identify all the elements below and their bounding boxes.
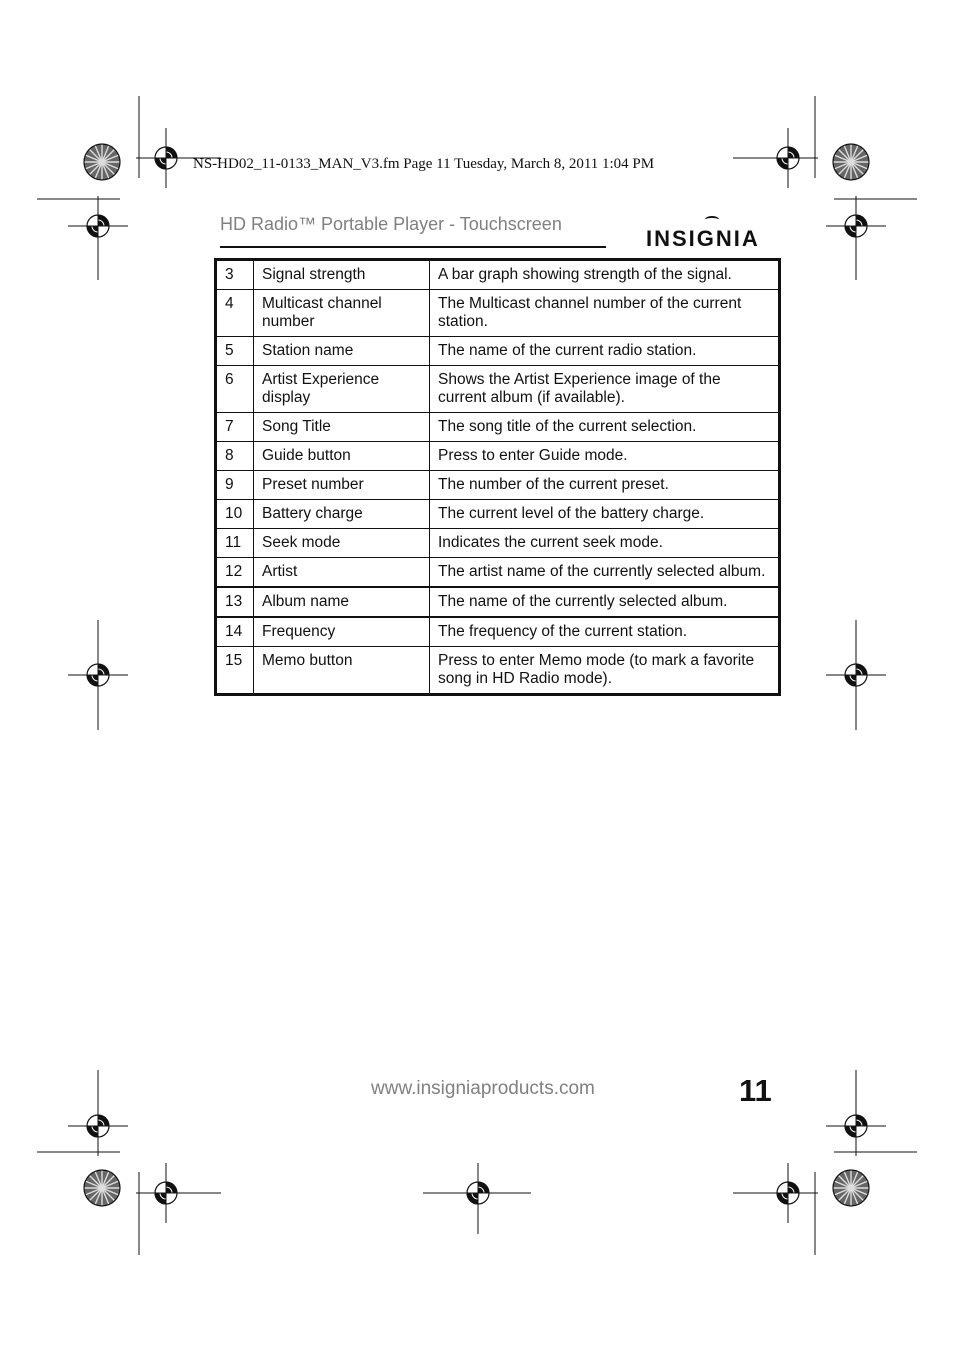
row-description: The number of the current preset. [430, 471, 780, 500]
row-number: 5 [216, 337, 254, 366]
row-description: Indicates the current seek mode. [430, 529, 780, 558]
page-number: 11 [739, 1073, 772, 1108]
row-description: Press to enter Guide mode. [430, 442, 780, 471]
row-item: Multicast channel number [254, 290, 430, 337]
row-number: 4 [216, 290, 254, 337]
row-item: Station name [254, 337, 430, 366]
row-number: 3 [216, 260, 254, 290]
running-header-title: HD Radio™ Portable Player - Touchscreen [220, 214, 562, 234]
row-description: The name of the currently selected album. [430, 587, 780, 617]
row-item: Song Title [254, 413, 430, 442]
row-description: Shows the Artist Experience image of the current album (if available). [430, 366, 780, 413]
insignia-logo: INSIGNIA [646, 226, 760, 251]
row-item: Artist [254, 558, 430, 588]
print-slug-line: NS-HD02_11-0133_MAN_V3.fm Page 11 Tuesday, March 8, 2011 1:04 PM [193, 156, 655, 172]
row-description: A bar graph showing strength of the signal. [430, 260, 780, 290]
row-item: Signal strength [254, 260, 430, 290]
row-item: Preset number [254, 471, 430, 500]
row-item: Battery charge [254, 500, 430, 529]
row-number: 13 [216, 587, 254, 617]
row-number: 14 [216, 617, 254, 647]
row-number: 8 [216, 442, 254, 471]
row-description: The frequency of the current station. [430, 617, 780, 647]
row-description: Press to enter Memo mode (to mark a favorite song in HD Radio mode). [430, 647, 780, 695]
row-description: The song title of the current selection. [430, 413, 780, 442]
row-number: 9 [216, 471, 254, 500]
row-description: The artist name of the currently selected album. [430, 558, 780, 588]
row-item: Album name [254, 587, 430, 617]
row-number: 11 [216, 529, 254, 558]
row-number: 12 [216, 558, 254, 588]
row-description: The name of the current radio station. [430, 337, 780, 366]
row-number: 7 [216, 413, 254, 442]
row-description: The Multicast channel number of the current station. [430, 290, 780, 337]
footer-website-url: www.insigniaproducts.com [371, 1078, 595, 1099]
row-item: Memo button [254, 647, 430, 695]
row-number: 15 [216, 647, 254, 695]
row-item: Guide button [254, 442, 430, 471]
row-description: The current level of the battery charge. [430, 500, 780, 529]
row-item: Frequency [254, 617, 430, 647]
row-number: 10 [216, 500, 254, 529]
row-item: Artist Experience display [254, 366, 430, 413]
row-number: 6 [216, 366, 254, 413]
row-item: Seek mode [254, 529, 430, 558]
